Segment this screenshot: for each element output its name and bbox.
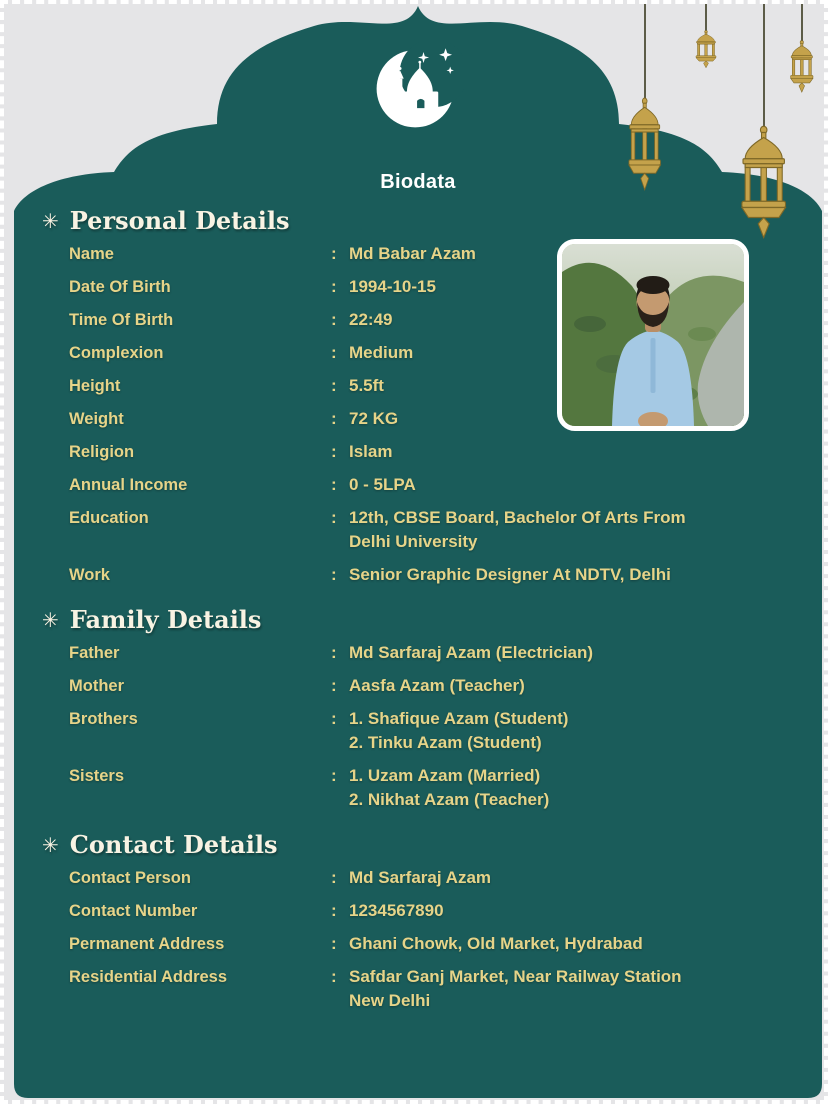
row-label: Contact Person [69, 869, 191, 887]
crescent-mosque-icon [372, 40, 464, 132]
row-label: Brothers [69, 710, 138, 728]
row-value: Medium [349, 343, 414, 362]
asterisk-bullet-icon: ✳ [42, 832, 59, 857]
row-separator: : [331, 508, 337, 527]
detail-row [69, 965, 802, 1013]
section-title: Contact Details [69, 830, 278, 859]
row-label: Annual Income [69, 476, 188, 494]
profile-photo-image [562, 244, 744, 426]
row-value: 22:49 [349, 310, 393, 329]
section-rows [42, 641, 802, 812]
row-separator: : [331, 310, 337, 329]
section-header [42, 206, 802, 235]
row-value: Md Sarfaraj Azam [349, 868, 492, 887]
section-rows [42, 866, 802, 1013]
row-value: 0 - 5LPA [349, 475, 416, 494]
row-separator: : [331, 277, 337, 296]
row-value: Md Babar Azam [349, 244, 476, 263]
details-section [42, 830, 802, 1013]
row-label: Mother [69, 677, 124, 695]
row-value: 1. Uzam Azam (Married) 2. Nikhat Azam (Teacher) [349, 766, 550, 809]
row-separator: : [331, 901, 337, 920]
row-separator: : [331, 565, 337, 584]
lantern-icon [791, 41, 813, 93]
row-value: Safdar Ganj Market, Near Railway Station New Delhi [349, 967, 682, 1010]
row-value: Senior Graphic Designer At NDTV, Delhi [349, 565, 671, 584]
row-separator: : [331, 967, 337, 986]
row-label: Weight [69, 410, 124, 428]
row-separator: : [331, 676, 337, 695]
row-separator: : [331, 442, 337, 461]
detail-row [69, 674, 802, 698]
row-value: Aasfa Azam (Teacher) [349, 676, 525, 695]
row-label: Father [69, 644, 120, 662]
section-header [42, 605, 802, 634]
row-label: Time Of Birth [69, 311, 174, 329]
asterisk-bullet-icon: ✳ [42, 607, 59, 632]
row-label: Religion [69, 443, 135, 461]
detail-row [69, 866, 802, 890]
row-separator: : [331, 643, 337, 662]
detail-row [69, 932, 802, 956]
detail-row [69, 506, 802, 554]
row-separator: : [331, 709, 337, 728]
detail-row [69, 764, 802, 812]
detail-row [69, 440, 802, 464]
row-separator: : [331, 868, 337, 887]
row-label: Name [69, 245, 114, 263]
detail-row [69, 707, 802, 755]
row-value: Islam [349, 442, 393, 461]
row-label: Date Of Birth [69, 278, 171, 296]
row-value: Md Sarfaraj Azam (Electrician) [349, 643, 594, 662]
row-separator: : [331, 766, 337, 785]
section-title: Personal Details [69, 206, 290, 235]
row-separator: : [331, 409, 337, 428]
detail-row [69, 641, 802, 665]
row-label: Height [69, 377, 121, 395]
row-separator: : [331, 343, 337, 362]
row-label: Work [69, 566, 110, 584]
row-value: Ghani Chowk, Old Market, Hydrabad [349, 934, 643, 953]
row-separator: : [331, 376, 337, 395]
row-value: 5.5ft [349, 376, 384, 395]
detail-row [69, 563, 802, 587]
row-separator: : [331, 475, 337, 494]
row-value: 1234567890 [349, 901, 444, 920]
row-separator: : [331, 934, 337, 953]
profile-photo [557, 239, 749, 431]
row-label: Sisters [69, 767, 125, 785]
row-label: Complexion [69, 344, 164, 362]
row-value: 12th, CBSE Board, Bachelor Of Arts From Delhi University [349, 508, 686, 551]
details-section [42, 605, 802, 812]
row-label: Contact Number [69, 902, 198, 920]
section-title: Family Details [69, 605, 262, 634]
row-label: Residential Address [69, 968, 228, 986]
section-header [42, 830, 802, 859]
page-title: Biodata [380, 171, 456, 193]
detail-row [69, 473, 802, 497]
row-value: 1994-10-15 [349, 277, 436, 296]
row-value: 1. Shafique Azam (Student) 2. Tinku Azam (Student) [349, 709, 569, 752]
row-label: Education [69, 509, 149, 527]
detail-row [69, 899, 802, 923]
row-label: Permanent Address [69, 935, 225, 953]
row-separator: : [331, 244, 337, 263]
lantern-icon [696, 30, 716, 67]
asterisk-bullet-icon: ✳ [42, 208, 59, 233]
row-value: 72 KG [349, 409, 399, 428]
